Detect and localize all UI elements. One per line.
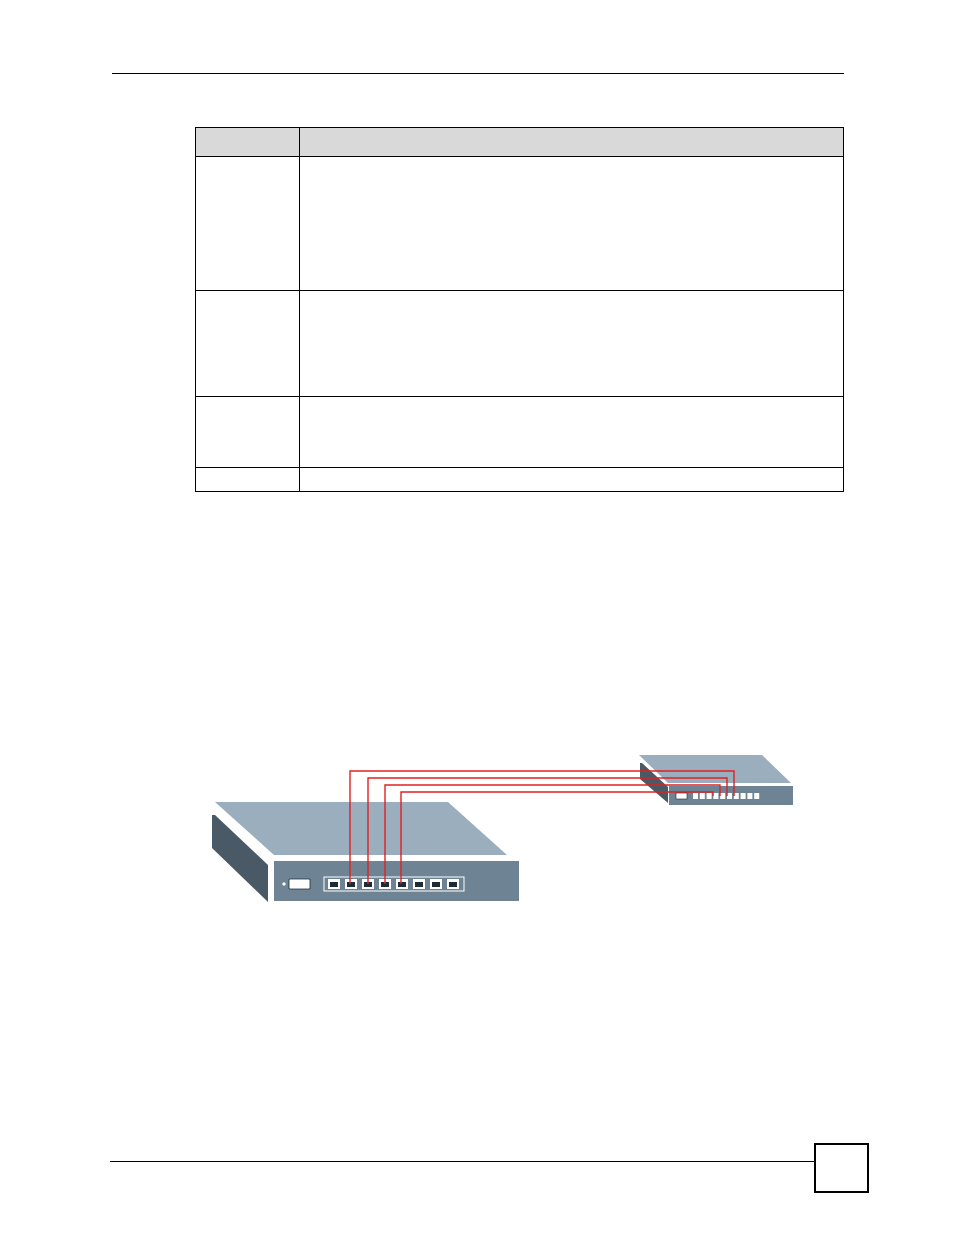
page-number-box (814, 1143, 869, 1193)
small-switch-port (707, 793, 712, 799)
small-switch-port (754, 793, 759, 799)
small-switch-port (727, 793, 732, 799)
small-switch-port (747, 793, 752, 799)
small-switch (639, 755, 793, 805)
small-switch-port (713, 793, 718, 799)
small-switch-console-port (676, 793, 687, 799)
table-header-cell (196, 128, 300, 157)
large-switch-port-socket (347, 882, 355, 887)
table-row (196, 291, 844, 397)
header-rule (112, 73, 844, 74)
large-switch-port-socket (330, 882, 338, 887)
large-switch-port-socket (398, 882, 406, 887)
small-switch-port (741, 793, 746, 799)
table-header-row (196, 128, 844, 157)
table-cell (196, 157, 300, 291)
table-cell (300, 468, 844, 492)
small-switch-port (693, 793, 698, 799)
large-switch-top (215, 802, 507, 855)
table-cell (196, 397, 300, 468)
table-cell (300, 157, 844, 291)
large-switch-port-socket (415, 882, 423, 887)
small-switch-top (639, 755, 791, 783)
table-cell (196, 468, 300, 492)
table-cell (196, 291, 300, 397)
large-switch (212, 802, 519, 902)
small-switch-port (700, 793, 705, 799)
table-cell (300, 397, 844, 468)
console-port (289, 879, 310, 889)
table-cell (300, 291, 844, 397)
table-row (196, 397, 844, 468)
large-switch-port-socket (432, 882, 440, 887)
trunking-diagram (200, 740, 800, 910)
table-row (196, 157, 844, 291)
large-switch-port-socket (449, 882, 457, 887)
description-table (195, 127, 844, 492)
small-switch-port (720, 793, 725, 799)
console-screw (282, 882, 285, 885)
table-row (196, 468, 844, 492)
table-header-cell (300, 128, 844, 157)
footer-rule (110, 1161, 814, 1162)
